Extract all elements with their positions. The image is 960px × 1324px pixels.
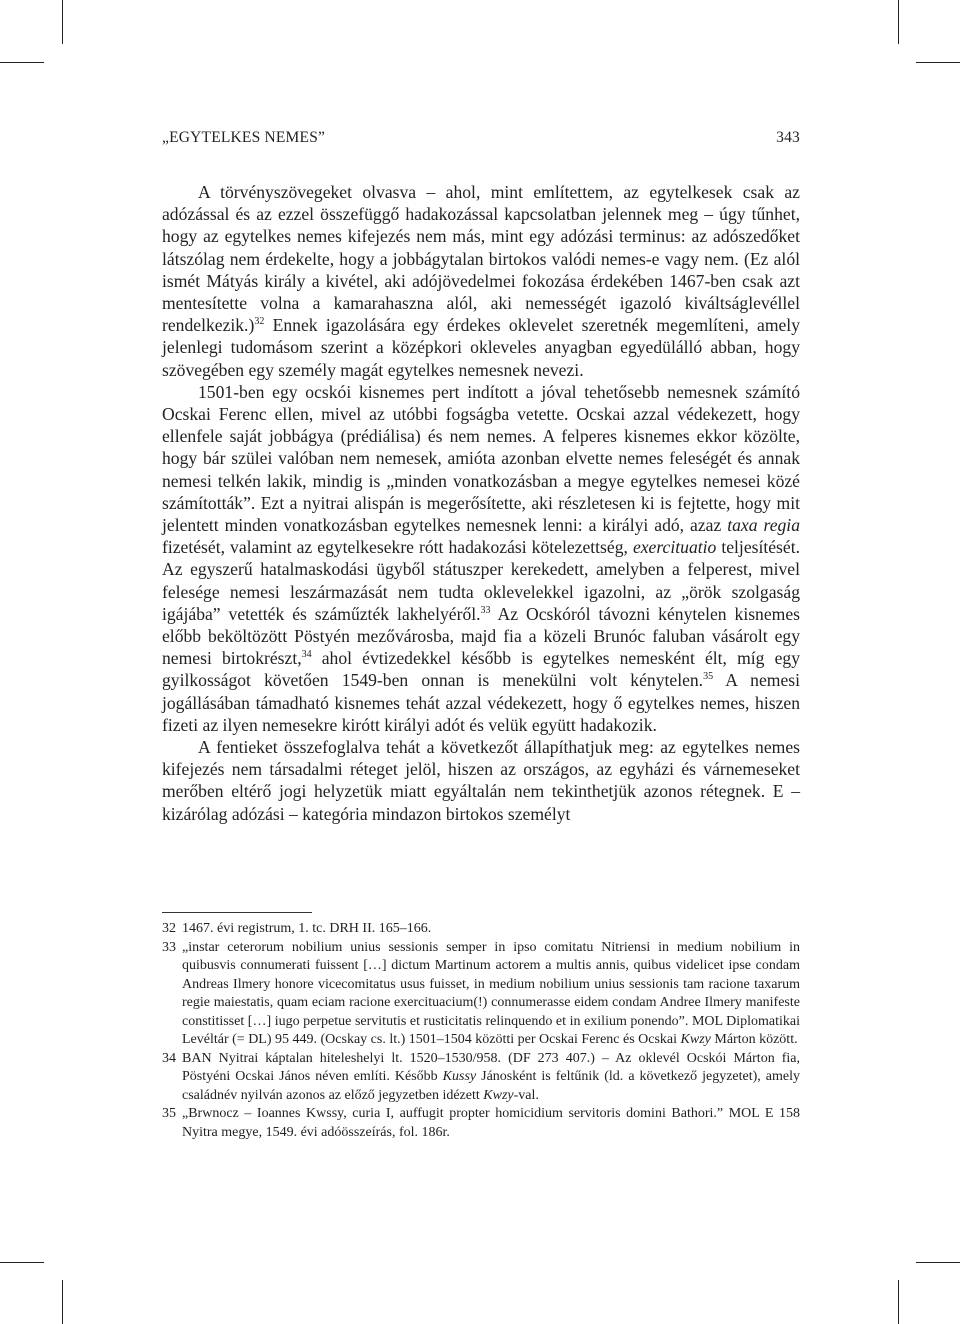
footnote-text: [182, 939, 800, 1050]
footnote-reference: 34: [301, 649, 312, 661]
footnote-separator: [162, 912, 312, 913]
footnote-reference: 35: [703, 671, 714, 683]
paragraph: [162, 381, 800, 736]
crop-mark: [898, 1280, 899, 1324]
text-run: „Brwnocz – Ioannes Kwssy, curia I, auffugit propter homicidium servitoris domini Bathori.” MOL E 158 Nyitra megye, 1549. évi adóösszeírás, fol. 186r.: [182, 1106, 800, 1140]
text-run: „instar ceterorum nobilium unius sessionis semper in ipso comitatu Nitriensi in medium nobilium in quibusvis connumerati fuissent […] dictum Martinum actorem a multis annis, quibus videlicet ipse condam Andreas Ilmery honore vicecomitatus usus fuisset, in medium nobilium unius sessionis tam racione taxarum regie maiestatis, quam eciam racione exercituacium(!) connumerasse eidem condam Andree Ilmery manifeste constitisset […] iugo perpetue servitutis et rusticitatis relinquendo et in exilium ponendo”. MOL Diplomatikai Levéltár (= DL) 95 449. (Ocskay cs. lt.) 1501–1504 közötti per Ocskai Ferenc és Ocskai: [182, 939, 800, 1047]
paragraph: [162, 181, 800, 381]
text-run: 1467. évi registrum, 1. tc. DRH II. 165–166.: [182, 921, 432, 936]
body-text: [162, 181, 800, 825]
crop-mark: [62, 0, 63, 44]
text-run: 1501-ben egy ocskói kisnemes pert indított a jóval tehetősebb nemesnek számító Ocskai Ferenc ellen, mivel az utóbbi fogságba vetette. Ocskai azzal védekezett, hogy ellenfele saját jobbágya (prédiálisa) és nem nemes. A felperes kisnemes ekkor közölte, hogy bár szülei valóban nem nemesek, amióta azonban elvette nemes feleségét és annak nemesi telkén lakik, mindig is „minden vonatkozásban a megye egytelkes nemesei közé számították”. Ezt a nyitrai alispán is megerősítette, aki részletesen ki is fejtette, hogy mit jelentett minden vonatkozásban egytelkes nemesnek lenni: a királyi adó, azaz: [162, 381, 800, 536]
italic-term: Kwzy: [680, 1032, 711, 1047]
footnotes: [162, 920, 800, 1142]
paragraph: [162, 736, 800, 825]
text-run: A fentieket összefoglalva tehát a következőt állapíthatjuk meg: az egytelkes nemes kifejezés nem társadalmi réteget jelöl, hiszen az országos, az egyházi és várnemeseket merőben eltérő jogi helyzetük miatt egyáltalán nem tekinthetjük azonos rétegnek. E – kizárólag adózási – kategória mindazon birtokos személyt: [162, 737, 800, 824]
text-run: BAN Nyitrai káptalan hiteleshelyi lt. 1520–1530/958. (DF 273 407.) – Az oklevél Ocskói Márton fia, Pöstyéni Ocskai János néven említi. Később: [182, 1050, 800, 1084]
text-run: Jánosként is feltűnik (ld. a következő jegyzetet), amely családnév nyilván azonos az előző jegyzetben idézett: [182, 1069, 800, 1103]
running-head: [162, 129, 800, 149]
text-run: Ennek igazolására egy érdekes oklevelet szeretnék megemlíteni, amely jelenlegi tudomásom szerint a középkori okleveles anyagban egyedülálló abban, hogy szövegében egy személy magát egytelkes nemesnek nevezi.: [162, 315, 800, 380]
page-number: 343: [776, 129, 800, 146]
italic-term: exercituatio: [632, 537, 717, 558]
footnote-text: [182, 920, 800, 939]
footnote: [162, 1105, 800, 1142]
text-run: A nemesi jogállásában támadható kisnemes tehát azzal védekezett, hogy ő egytelkes nemes, hiszen fizeti az ilyen nemesekre kirótt királyi adót és velük együtt hadakozik.: [162, 670, 800, 735]
footnote-reference: 33: [480, 604, 491, 616]
footnote-number: 34: [162, 1050, 176, 1066]
footnote-text: [182, 1050, 800, 1106]
text-run: ahol évtizedekkel később is egytelkes nemesként élt, míg egy gyilkosságot követően 1549-ben onnan is menekülni volt kénytelen.: [162, 648, 800, 691]
text-run: fizetését, valamint az egytelkesekre rótt hadakozási kötelezettség,: [162, 537, 633, 558]
text-run: -val.: [513, 1087, 539, 1103]
footnote-text: [182, 1105, 800, 1142]
footnote-reference: 32: [254, 316, 265, 328]
text-run: Az Ocskóról távozni kénytelen kisnemes előbb beköltözött Pöstyén mezővárosba, majd fia a közeli Brunóc faluban vásárolt egy nemesi birtokrészt,: [162, 603, 800, 669]
footnote: [162, 920, 800, 939]
crop-mark: [0, 62, 44, 63]
chapter-title: „EGYTELKES NEMES”: [162, 129, 326, 146]
footnote-number: 32: [162, 921, 176, 936]
crop-mark: [0, 1262, 44, 1263]
crop-mark: [916, 1262, 960, 1263]
italic-term: Kwzy: [483, 1087, 514, 1103]
text-run: teljesítését. Az egyszerű hatalmaskodási ügyből státuszper kerekedett, amelyben a felperest, mivel felesége nemesi leszármazását nem tudta oklevelekkel igazolni, az „örök szolgaság igájába” vetették és száműzték lakhelyéről.: [162, 537, 800, 624]
italic-term: Kussy: [442, 1069, 477, 1084]
text-run: A törvényszövegeket olvasva – ahol, mint említettem, az egytelkesek csak az adózással és az ezzel összefüggő hadakozással kapcsolatban jelennek meg – úgy tűnhet, hogy az egytelkes nemes kifejezés nem más, mint egy adózási terminus: az adószedőket látszólag nem érdekelte, hogy a jobbágytalan birtokos valódi nemes-e vagy nem. (Ez alól ismét Mátyás király a kivétel, aki adójövedelmei fokozása érdekében 1467-ben csak azt mentesítette volna a kamarahaszna alól, aki nemességét igazoló kiváltságlevéllel rendelkezik.): [162, 182, 800, 336]
italic-term: taxa regia: [727, 515, 800, 536]
crop-mark: [62, 1280, 63, 1324]
footnote: [162, 939, 800, 1050]
text-run: Márton között.: [710, 1032, 798, 1047]
footnote: [162, 1050, 800, 1106]
crop-mark: [916, 62, 960, 63]
crop-mark: [898, 0, 899, 44]
footnote-number: 33: [162, 939, 176, 955]
footnote-number: 35: [162, 1106, 176, 1121]
